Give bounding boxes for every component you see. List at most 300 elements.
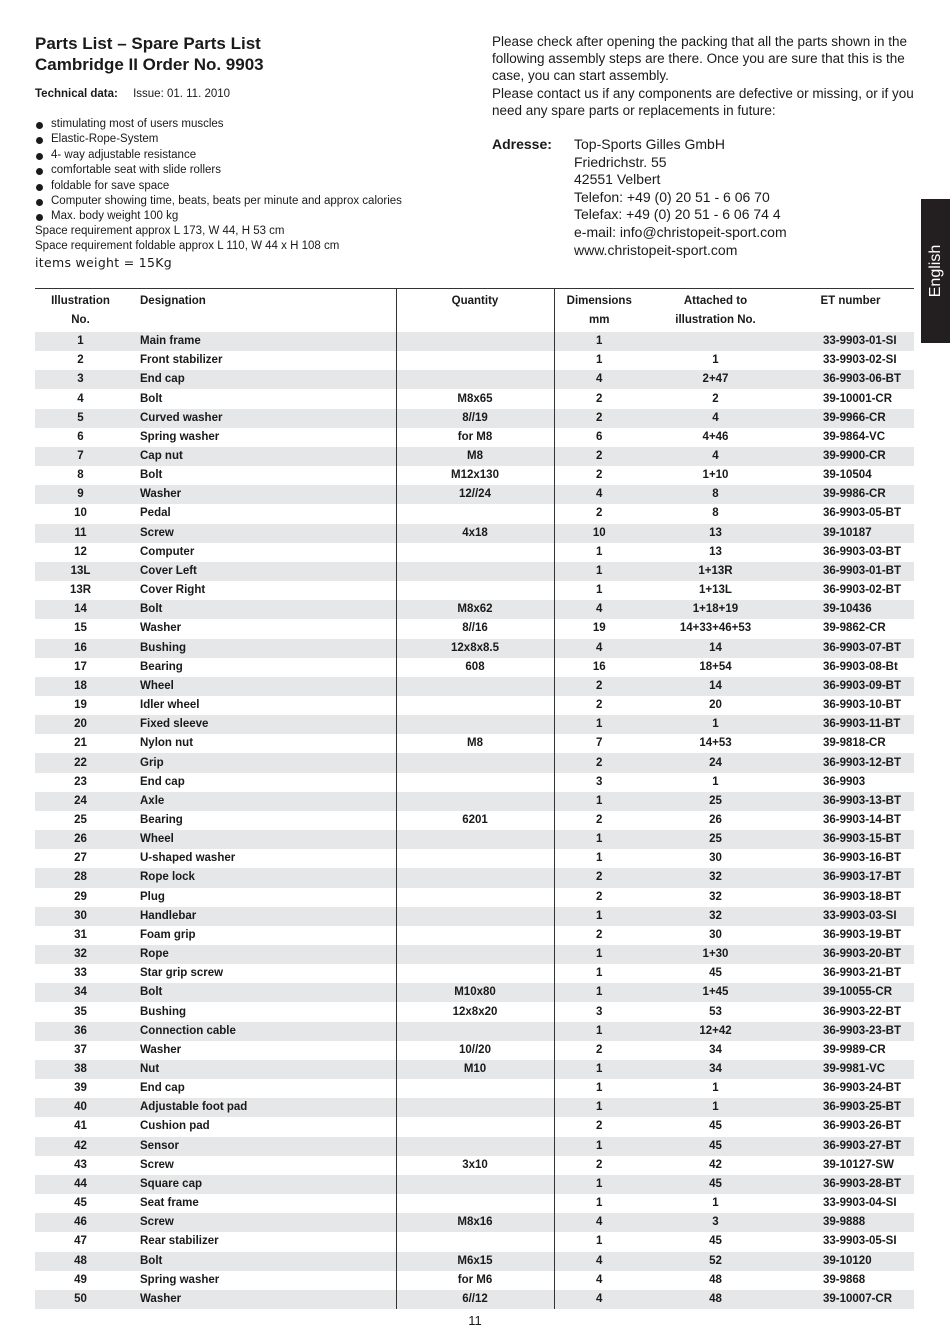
cell-designation: Handlebar	[126, 907, 396, 926]
cell-illustration-no: 10	[74, 507, 87, 520]
technical-data	[35, 88, 230, 100]
cell-et-number: 39-9818-CR	[823, 737, 886, 750]
parts-table	[35, 288, 914, 1309]
technical-data-label: Technical data:	[35, 88, 118, 100]
cell-et-number: 36-9903-03-BT	[823, 545, 901, 558]
cell-dimensions: 4	[554, 639, 644, 658]
table-row	[35, 1271, 914, 1290]
cell-illustration-no: 48	[35, 1252, 126, 1271]
cell-et-number: 39-10504	[823, 469, 872, 482]
cell-designation: Washer	[140, 622, 182, 635]
cell-dimensions: 4	[554, 370, 644, 389]
cell-designation: Star grip screw	[140, 967, 224, 980]
table-row	[35, 1098, 914, 1117]
parts-table-body	[35, 332, 914, 1309]
cell-quantity: for M6	[396, 1271, 554, 1290]
cell-dimensions: 1	[554, 1060, 644, 1079]
cell-attached-to: 1+13R	[644, 562, 787, 581]
feature-item: Elastic-Rope-System	[35, 132, 402, 147]
cell-quantity	[396, 1232, 554, 1251]
col-header-designation: Designation	[126, 289, 396, 333]
cell-quantity	[396, 562, 554, 581]
cell-illustration-no: 2	[77, 354, 84, 367]
cell-et-number: 36-9903-16-BT	[823, 852, 901, 865]
cell-attached-to: 4	[644, 409, 787, 428]
cell-designation: Cover Right	[140, 584, 206, 597]
cell-dimensions: 4	[554, 1290, 644, 1309]
cell-attached-to: 20	[709, 699, 722, 712]
cell-designation: Nylon nut	[140, 737, 194, 750]
cell-quantity: 6//12	[396, 1290, 554, 1309]
cell-quantity: 12x8x8.5	[396, 639, 554, 658]
cell-et-number: 39-10187	[787, 524, 914, 543]
cell-quantity: 4x18	[396, 524, 554, 543]
cell-designation: Connection cable	[126, 1022, 396, 1041]
table-row	[35, 581, 914, 600]
cell-dimensions: 1	[554, 332, 644, 351]
cell-et-number: 36-9903-18-BT	[823, 890, 901, 903]
cell-designation: Fixed sleeve	[126, 715, 396, 734]
cell-attached-to: 3	[644, 1213, 787, 1232]
cell-designation: Foam grip	[140, 928, 196, 941]
cell-et-number: 36-9903-07-BT	[787, 639, 914, 658]
cell-quantity	[396, 1175, 554, 1194]
table-row	[35, 1022, 914, 1041]
cell-et-number: 36-9903	[823, 775, 866, 788]
table-row	[35, 524, 914, 543]
cell-et-number: 39-9888	[787, 1213, 914, 1232]
cell-et-number: 36-9903-21-BT	[823, 967, 901, 980]
feature-item: stimulating most of users muscles	[35, 117, 402, 132]
cell-illustration-no: 25	[74, 813, 87, 826]
cell-illustration-no: 19	[74, 699, 87, 712]
cell-et-number: 36-9903-11-BT	[787, 715, 914, 734]
table-row	[35, 1232, 914, 1251]
cell-dimensions: 1	[554, 945, 644, 964]
cell-et-number: 39-10436	[787, 600, 914, 619]
table-row	[35, 658, 914, 677]
cell-illustration-no: 21	[74, 737, 87, 750]
table-row	[35, 428, 914, 447]
cell-designation: Adjustable foot pad	[126, 1098, 396, 1117]
cell-dimensions: 4	[554, 1213, 644, 1232]
table-row	[35, 389, 914, 408]
cell-quantity	[396, 370, 554, 389]
space-requirement-line: Space requirement approx L 173, W 44, H 53 cm	[35, 225, 285, 237]
table-row	[35, 1290, 914, 1309]
cell-attached-to: 8	[644, 485, 787, 504]
cell-et-number: 36-9903-10-BT	[823, 699, 901, 712]
cell-dimensions: 2	[554, 409, 644, 428]
cell-attached-to: 2+47	[644, 370, 787, 389]
cell-illustration-no: 42	[35, 1137, 126, 1156]
cell-et-number: 36-9903-20-BT	[787, 945, 914, 964]
page-number: 11	[468, 1313, 482, 1328]
cell-et-number: 39-9966-CR	[787, 409, 914, 428]
table-row	[35, 849, 914, 868]
table-row	[35, 1213, 914, 1232]
cell-dimensions: 2	[554, 466, 644, 485]
table-row	[35, 447, 914, 466]
table-row	[35, 868, 914, 887]
cell-designation: Rope lock	[126, 868, 396, 887]
cell-quantity	[396, 1022, 554, 1041]
cell-dimensions: 1	[554, 907, 644, 926]
cell-quantity	[396, 792, 554, 811]
table-row	[35, 715, 914, 734]
cell-illustration-no: 6	[77, 430, 84, 443]
table-row	[35, 409, 914, 428]
address-line: 42551 Velbert	[574, 171, 661, 188]
cell-quantity: for M8	[396, 428, 554, 447]
table-row	[35, 1137, 914, 1156]
cell-quantity	[396, 715, 554, 734]
table-row	[35, 792, 914, 811]
cell-illustration-no: 17	[74, 660, 87, 673]
cell-designation: Grip	[126, 753, 396, 772]
cell-quantity	[396, 926, 554, 945]
cell-dimensions: 1	[554, 792, 644, 811]
col-header-et-number: ET number	[787, 289, 914, 333]
cell-attached-to: 8	[712, 507, 719, 520]
cell-attached-to: 1+45	[644, 983, 787, 1002]
cell-illustration-no: 36	[35, 1022, 126, 1041]
cell-quantity	[396, 543, 554, 562]
cell-quantity	[396, 677, 554, 696]
table-row	[35, 1194, 914, 1213]
cell-et-number: 36-9903-13-BT	[787, 792, 914, 811]
cell-quantity: 608	[396, 658, 554, 677]
cell-et-number: 36-9903-06-BT	[787, 370, 914, 389]
cell-et-number: 39-9981-VC	[787, 1060, 914, 1079]
cell-illustration-no: 44	[35, 1175, 126, 1194]
cell-attached-to: 45	[709, 1235, 722, 1248]
cell-quantity	[396, 830, 554, 849]
cell-illustration-no: 37	[74, 1043, 87, 1056]
cell-dimensions: 3	[554, 773, 644, 792]
issue-date: Issue: 01. 11. 2010	[133, 88, 231, 100]
cell-illustration-no: 47	[74, 1235, 87, 1248]
table-row	[35, 734, 914, 753]
cell-et-number: 36-9903-26-BT	[823, 1120, 901, 1133]
table-row	[35, 639, 914, 658]
cell-et-number: 36-9903-28-BT	[787, 1175, 914, 1194]
cell-dimensions: 2	[554, 1156, 644, 1175]
cell-attached-to: 1	[644, 715, 787, 734]
cell-illustration-no: 4	[77, 392, 84, 405]
feature-list	[35, 117, 402, 225]
cell-quantity	[396, 964, 554, 983]
cell-et-number: 36-9903-05-BT	[823, 507, 901, 520]
cell-et-number: 36-9903-01-BT	[787, 562, 914, 581]
cell-dimensions: 2	[554, 1117, 644, 1136]
cell-illustration-no: 49	[74, 1273, 87, 1286]
cell-designation: Rear stabilizer	[140, 1235, 219, 1248]
table-row	[35, 773, 914, 792]
cell-designation: Idler wheel	[140, 699, 200, 712]
cell-illustration-no: 26	[35, 830, 126, 849]
cell-quantity	[396, 868, 554, 887]
cell-designation: Spring washer	[140, 1273, 220, 1286]
cell-illustration-no: 35	[74, 1005, 87, 1018]
cell-attached-to: 48	[709, 1273, 722, 1286]
table-row	[35, 466, 914, 485]
cell-illustration-no: 11	[35, 524, 126, 543]
cell-designation: Washer	[126, 485, 396, 504]
cell-quantity: 8//16	[396, 619, 554, 638]
table-row	[35, 370, 914, 389]
cell-dimensions: 1	[554, 964, 644, 983]
feature-item: 4- way adjustable resistance	[35, 148, 402, 163]
cell-designation: End cap	[140, 1082, 185, 1095]
cell-illustration-no: 33	[74, 967, 87, 980]
cell-dimensions: 2	[554, 504, 644, 523]
cell-designation: Sensor	[126, 1137, 396, 1156]
cell-illustration-no: 30	[35, 907, 126, 926]
feature-item: foldable for save space	[35, 179, 402, 194]
address-line: Friedrichstr. 55	[574, 153, 667, 170]
cell-designation: Computer	[140, 545, 195, 558]
cell-designation: Wheel	[126, 677, 396, 696]
table-row	[35, 945, 914, 964]
cell-attached-to: 1+13L	[699, 584, 732, 597]
cell-designation: End cap	[140, 775, 185, 788]
cell-illustration-no: 31	[74, 928, 87, 941]
cell-designation: Cover Left	[126, 562, 396, 581]
cell-et-number: 39-10001-CR	[823, 392, 893, 405]
cell-attached-to: 1+18+19	[644, 600, 787, 619]
table-row	[35, 696, 914, 715]
cell-designation: Spring washer	[140, 430, 220, 443]
cell-dimensions: 2	[554, 1041, 644, 1060]
cell-quantity: M8x65	[396, 389, 554, 408]
title-line-2: Cambridge II Order No. 9903	[35, 55, 264, 74]
cell-designation: Washer	[126, 1290, 396, 1309]
cell-dimensions: 7	[554, 734, 644, 753]
cell-et-number: 33-9903-03-SI	[787, 907, 914, 926]
cell-dimensions: 1	[554, 1175, 644, 1194]
cell-et-number: 36-9903-23-BT	[787, 1022, 914, 1041]
cell-dimensions: 2	[554, 888, 644, 907]
cell-attached-to: 1	[712, 1082, 719, 1095]
cell-designation: Screw	[126, 524, 396, 543]
cell-designation: Cap nut	[126, 447, 396, 466]
col-header-attached: Attached to illustration No.	[644, 289, 787, 333]
cell-attached-to: 34	[644, 1060, 787, 1079]
cell-designation: Seat frame	[140, 1197, 199, 1210]
cell-dimensions: 4	[554, 600, 644, 619]
cell-dimensions: 10	[554, 524, 644, 543]
col-header-quantity: Quantity	[396, 289, 554, 333]
cell-attached-to: 45	[709, 1120, 722, 1133]
cell-dimensions: 2	[554, 811, 644, 830]
cell-attached-to: 14+33+46+53	[679, 622, 752, 635]
table-row	[35, 964, 914, 983]
cell-designation: Screw	[140, 1158, 174, 1171]
cell-designation: Bearing	[140, 660, 183, 673]
cell-quantity: 8//19	[396, 409, 554, 428]
items-weight: items weight = 15Kg	[35, 255, 173, 270]
cell-designation: Screw	[126, 1213, 396, 1232]
cell-illustration-no: 29	[74, 890, 87, 903]
cell-designation: Bearing	[140, 813, 183, 826]
cell-quantity: 12//24	[396, 485, 554, 504]
cell-illustration-no: 3	[35, 370, 126, 389]
feature-item: Computer showing time, beats, beats per minute and approx calories	[35, 194, 402, 209]
cell-et-number: 36-9903-12-BT	[787, 753, 914, 772]
address-label: Adresse:	[492, 136, 552, 152]
table-row	[35, 1079, 914, 1098]
cell-designation: Curved washer	[126, 409, 396, 428]
cell-designation: Nut	[126, 1060, 396, 1079]
cell-illustration-no: 28	[35, 868, 126, 887]
col-header-illustration: Illustration No.	[35, 289, 126, 333]
cell-attached-to: 13	[644, 524, 787, 543]
address-line: e-mail: info@christopeit-sport.com	[574, 223, 787, 240]
cell-designation: Bolt	[126, 1252, 396, 1271]
cell-quantity: 10//20	[396, 1041, 554, 1060]
cell-attached-to: 4	[644, 447, 787, 466]
cell-dimensions: 4	[554, 485, 644, 504]
address-line: Telefax: +49 (0) 20 51 - 6 06 74 4	[574, 206, 781, 223]
cell-attached-to: 14	[644, 677, 787, 696]
cell-et-number: 39-9864-VC	[823, 430, 886, 443]
cell-attached-to: 1+10	[702, 469, 729, 482]
table-row	[35, 1252, 914, 1271]
cell-quantity	[396, 773, 554, 792]
cell-illustration-no: 16	[35, 639, 126, 658]
cell-et-number: 36-9903-09-BT	[787, 677, 914, 696]
cell-quantity	[396, 696, 554, 715]
cell-quantity	[396, 1079, 554, 1098]
cell-attached-to: 12+42	[644, 1022, 787, 1041]
cell-quantity	[396, 1117, 554, 1136]
cell-attached-to: 34	[709, 1043, 722, 1056]
cell-illustration-no: 45	[74, 1197, 87, 1210]
table-row	[35, 504, 914, 523]
cell-et-number: 39-10055-CR	[787, 983, 914, 1002]
cell-illustration-no: 46	[35, 1213, 126, 1232]
address-line: Top-Sports Gilles GmbH	[574, 136, 725, 152]
cell-designation: Main frame	[126, 332, 396, 351]
cell-quantity	[396, 849, 554, 868]
cell-quantity	[396, 1194, 554, 1213]
cell-illustration-no: 9	[35, 485, 126, 504]
cell-attached-to: 1	[712, 775, 719, 788]
cell-illustration-no: 40	[35, 1098, 126, 1117]
cell-designation: U-shaped washer	[140, 852, 236, 865]
cell-dimensions: 1	[554, 983, 644, 1002]
table-row	[35, 1175, 914, 1194]
cell-quantity	[396, 1137, 554, 1156]
address-line: www.christopeit-sport.com	[574, 241, 738, 258]
table-row	[35, 1060, 914, 1079]
cell-attached-to: 45	[644, 1137, 787, 1156]
cell-quantity	[396, 1098, 554, 1117]
cell-attached-to: 1	[712, 1197, 719, 1210]
cell-illustration-no: 50	[35, 1290, 126, 1309]
cell-quantity: M10	[396, 1060, 554, 1079]
language-tab-label: English	[926, 244, 944, 298]
table-row	[35, 926, 914, 945]
cell-dimensions: 2	[554, 389, 644, 408]
cell-attached-to: 45	[709, 967, 722, 980]
cell-dimensions: 6	[554, 428, 644, 447]
cell-dimensions: 16	[554, 658, 644, 677]
cell-dimensions: 1	[554, 562, 644, 581]
table-row	[35, 677, 914, 696]
cell-designation: Bushing	[140, 1005, 186, 1018]
cell-quantity	[396, 945, 554, 964]
cell-dimensions: 1	[554, 849, 644, 868]
cell-quantity: M8x16	[396, 1213, 554, 1232]
cell-attached-to: 32	[644, 907, 787, 926]
cell-designation: Bolt	[140, 469, 163, 482]
cell-attached-to: 14+53	[699, 737, 732, 750]
cell-designation: Pedal	[140, 507, 171, 520]
cell-quantity: 12x8x20	[396, 1002, 554, 1021]
cell-dimensions: 19	[554, 619, 644, 638]
table-row	[35, 543, 914, 562]
cell-dimensions: 2	[554, 868, 644, 887]
table-row	[35, 600, 914, 619]
cell-et-number: 39-9986-CR	[787, 485, 914, 504]
cell-attached-to: 1	[712, 354, 719, 367]
cell-illustration-no: 32	[35, 945, 126, 964]
cell-illustration-no: 8	[77, 469, 84, 482]
cell-quantity	[396, 888, 554, 907]
table-row	[35, 907, 914, 926]
cell-attached-to: 42	[709, 1158, 722, 1171]
cell-et-number: 36-9903-24-BT	[823, 1082, 901, 1095]
cell-designation: Rope	[126, 945, 396, 964]
cell-illustration-no: 38	[35, 1060, 126, 1079]
cell-et-number: 36-9903-17-BT	[787, 868, 914, 887]
cell-dimensions: 2	[554, 696, 644, 715]
cell-quantity: M12x130	[396, 466, 554, 485]
cell-attached-to: 1+30	[644, 945, 787, 964]
cell-illustration-no: 15	[74, 622, 87, 635]
cell-quantity: M10x80	[396, 983, 554, 1002]
intro-paragraph-check: Please check after opening the packing that all the parts shown in the following assembly steps are there. Once you are sure that this is the case, you can start assembly.	[492, 34, 908, 84]
cell-dimensions: 1	[554, 543, 644, 562]
cell-attached-to: 52	[644, 1252, 787, 1271]
table-row	[35, 888, 914, 907]
table-row	[35, 562, 914, 581]
title-line-1: Parts List – Spare Parts List	[35, 34, 261, 53]
cell-quantity	[396, 504, 554, 523]
cell-dimensions: 1	[554, 581, 644, 600]
cell-designation: Bushing	[126, 639, 396, 658]
cell-attached-to: 30	[709, 852, 722, 865]
cell-illustration-no: 14	[35, 600, 126, 619]
cell-dimensions: 4	[554, 1271, 644, 1290]
cell-quantity: M6x15	[396, 1252, 554, 1271]
address-lines	[574, 136, 787, 259]
cell-attached-to: 32	[709, 890, 722, 903]
cell-attached-to: 45	[644, 1175, 787, 1194]
cell-dimensions: 1	[554, 1079, 644, 1098]
table-row	[35, 983, 914, 1002]
cell-designation: Wheel	[126, 830, 396, 849]
table-row	[35, 619, 914, 638]
cell-et-number: 39-10007-CR	[787, 1290, 914, 1309]
cell-dimensions: 2	[554, 926, 644, 945]
space-requirement-foldable-line: Space requirement foldable approx L 110, W 44 x H 108 cm	[35, 240, 340, 253]
cell-illustration-no: 23	[74, 775, 87, 788]
col-header-dimensions: Dimensions mm	[554, 289, 644, 333]
cell-designation: Front stabilizer	[140, 354, 223, 367]
